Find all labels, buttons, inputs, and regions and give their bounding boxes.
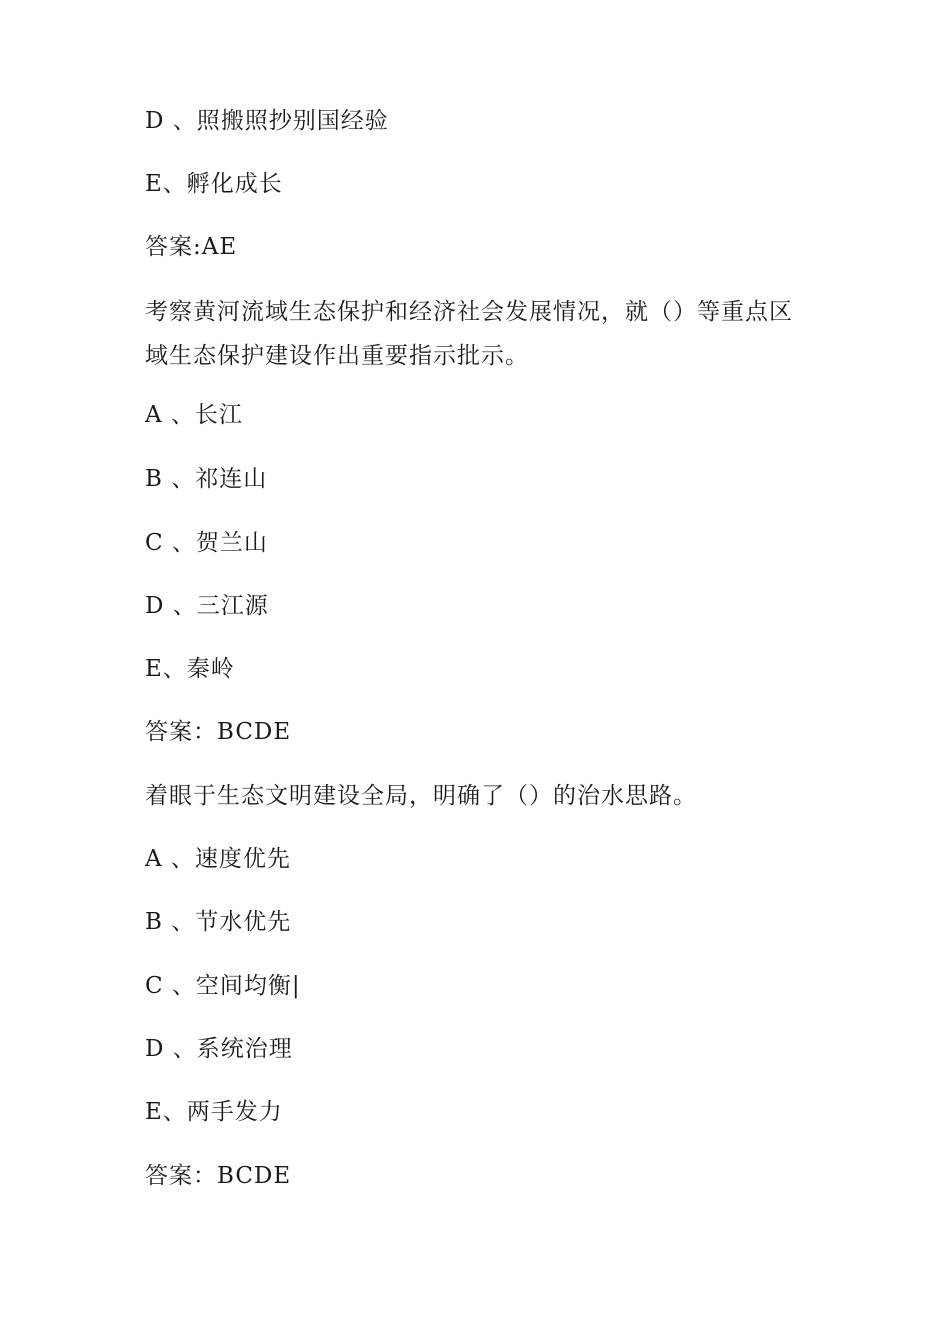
q2-option-c: C 、贺兰山 (145, 530, 268, 556)
q3-option-d: D 、系统治理 (145, 1036, 293, 1062)
q3-option-a: A 、速度优先 (145, 846, 291, 872)
q3-option-c: C 、空间均衡| (145, 973, 301, 999)
q1-answer: 答案:AE (145, 234, 238, 260)
q2-answer: 答案：BCDE (145, 719, 292, 745)
q2-option-b: B 、祁连山 (145, 466, 268, 492)
q2-stem: 考察黄河流域生态保护和经济社会发展情况，就（）等重点区域生态保护建设作出重要指示批示。 (145, 299, 793, 369)
q3-option-e: E、两手发力 (145, 1099, 283, 1125)
q2-option-d: D 、三江源 (145, 593, 269, 619)
q3-stem: 着眼于生态文明建设全局，明确了（）的治水思路。 (145, 783, 697, 809)
q1-option-d: D 、照搬照抄别国经验 (145, 108, 389, 134)
q3-option-b: B 、节水优先 (145, 909, 292, 935)
q3-answer: 答案：BCDE (145, 1163, 292, 1189)
q1-option-e: E、孵化成长 (145, 171, 283, 197)
q2-option-a: A 、长江 (145, 402, 243, 428)
q2-option-e: E、秦岭 (145, 656, 235, 682)
